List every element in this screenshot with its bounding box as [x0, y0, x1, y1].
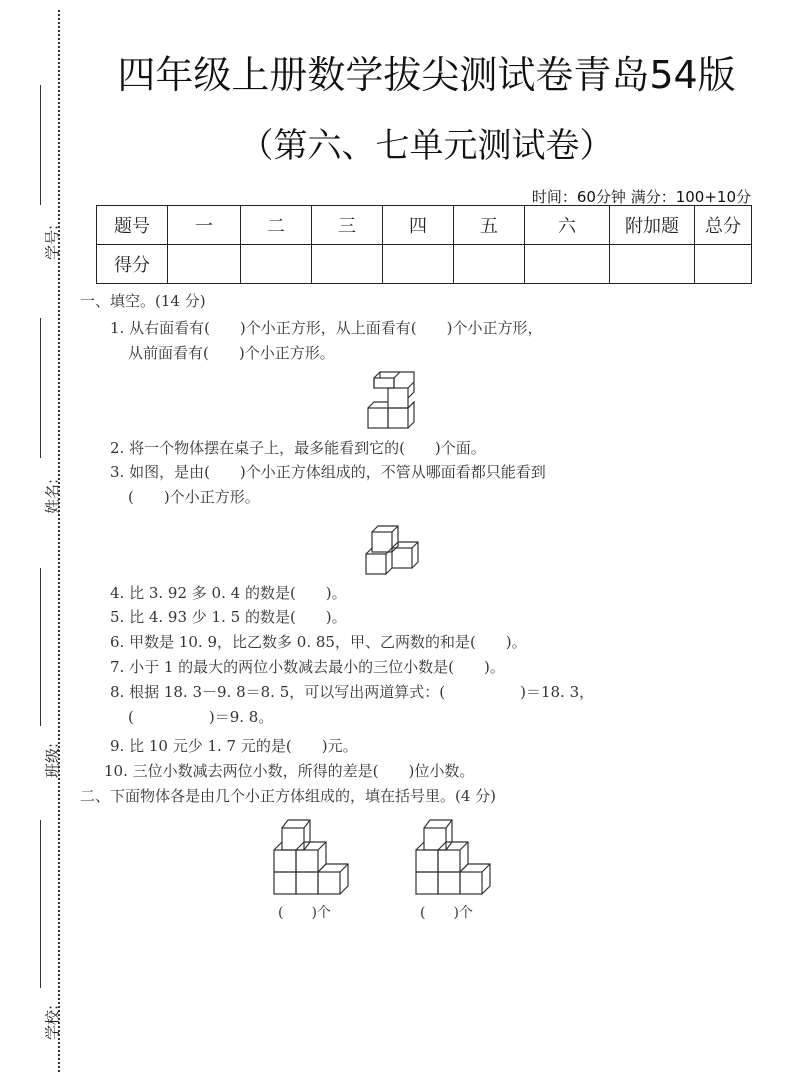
question-10: 10. 三位小数减去两位小数，所得的差是( )位小数。 — [104, 762, 475, 780]
cube-figure-a — [272, 814, 356, 898]
question-3-line1: 3. 如图，是由( )个小正方体组成的，不管从哪面看都只能看到 — [110, 463, 546, 481]
time-info: 时间：60分钟 满分：100+10分 — [531, 188, 751, 206]
header-cell: 四 — [383, 206, 454, 245]
name-label: 姓名: — [43, 478, 62, 515]
score-cell[interactable] — [383, 245, 454, 284]
header-cell: 五 — [454, 206, 525, 245]
score-cell[interactable] — [168, 245, 241, 284]
row-label-cell: 得分 — [97, 245, 168, 284]
question-4: 4. 比 3. 92 多 0. 4 的数是( )。 — [110, 584, 347, 602]
score-cell[interactable] — [695, 245, 752, 284]
score-table-header-row — [97, 206, 752, 245]
question-6: 6. 甲数是 10. 9，比乙数多 0. 85，甲、乙两数的和是( )。 — [110, 633, 527, 651]
score-cell[interactable] — [312, 245, 383, 284]
header-cell: 二 — [241, 206, 312, 245]
student-id-rule — [40, 85, 41, 205]
section1-heading: 一、填空。(14 分) — [80, 292, 206, 310]
school-rule — [40, 820, 41, 988]
school-label: 学校: — [43, 1004, 62, 1041]
question-8-line1: 8. 根据 18. 3－9. 8＝8. 5，可以写出两道算式：( )＝18. 3， — [110, 683, 595, 701]
page-title: 四年级上册数学拔尖测试卷青岛54版 — [117, 53, 736, 97]
header-cell: 三 — [312, 206, 383, 245]
question-8-line2: ( )＝9. 8。 — [128, 708, 274, 726]
class-rule — [40, 568, 41, 726]
score-table — [96, 205, 752, 284]
cube-figure-q3 — [364, 516, 426, 578]
score-cell[interactable] — [610, 245, 695, 284]
binding-line — [58, 10, 60, 1072]
class-label: 班级: — [43, 742, 62, 779]
student-id-label: 学号: — [43, 224, 62, 261]
question-3-line2: ( )个小正方形。 — [128, 488, 260, 506]
score-cell[interactable] — [454, 245, 525, 284]
question-5: 5. 比 4. 93 少 1. 5 的数是( )。 — [110, 608, 347, 626]
question-7: 7. 小于 1 的最大的两位小数减去最小的三位小数是( )。 — [110, 658, 505, 676]
header-cell: 附加题 — [610, 206, 695, 245]
header-cell: 总分 — [695, 206, 752, 245]
score-table-score-row — [97, 245, 752, 284]
question-2: 2. 将一个物体摆在桌子上，最多能看到它的( )个面。 — [110, 439, 486, 457]
section2-heading: 二、下面物体各是由几个小正方体组成的，填在括号里。(4 分) — [80, 787, 497, 805]
score-cell[interactable] — [525, 245, 610, 284]
question-1-line2: 从前面看有( )个小正方形。 — [128, 344, 335, 362]
answer-a: ( )个 — [278, 905, 331, 921]
header-cell: 题号 — [97, 206, 168, 245]
header-cell: 一 — [168, 206, 241, 245]
name-rule — [40, 318, 41, 458]
question-1-line1: 1. 从右面看有( )个小正方形，从上面看有( )个小正方形， — [110, 319, 543, 337]
answer-b: ( )个 — [420, 905, 473, 921]
cube-figure-q1 — [366, 370, 426, 432]
score-cell[interactable] — [241, 245, 312, 284]
question-9: 9. 比 10 元少 1. 7 元的是( )元。 — [110, 737, 358, 755]
page-subtitle: （第六、七单元测试卷） — [239, 126, 614, 166]
cube-figure-b — [414, 814, 498, 898]
header-cell: 六 — [525, 206, 610, 245]
